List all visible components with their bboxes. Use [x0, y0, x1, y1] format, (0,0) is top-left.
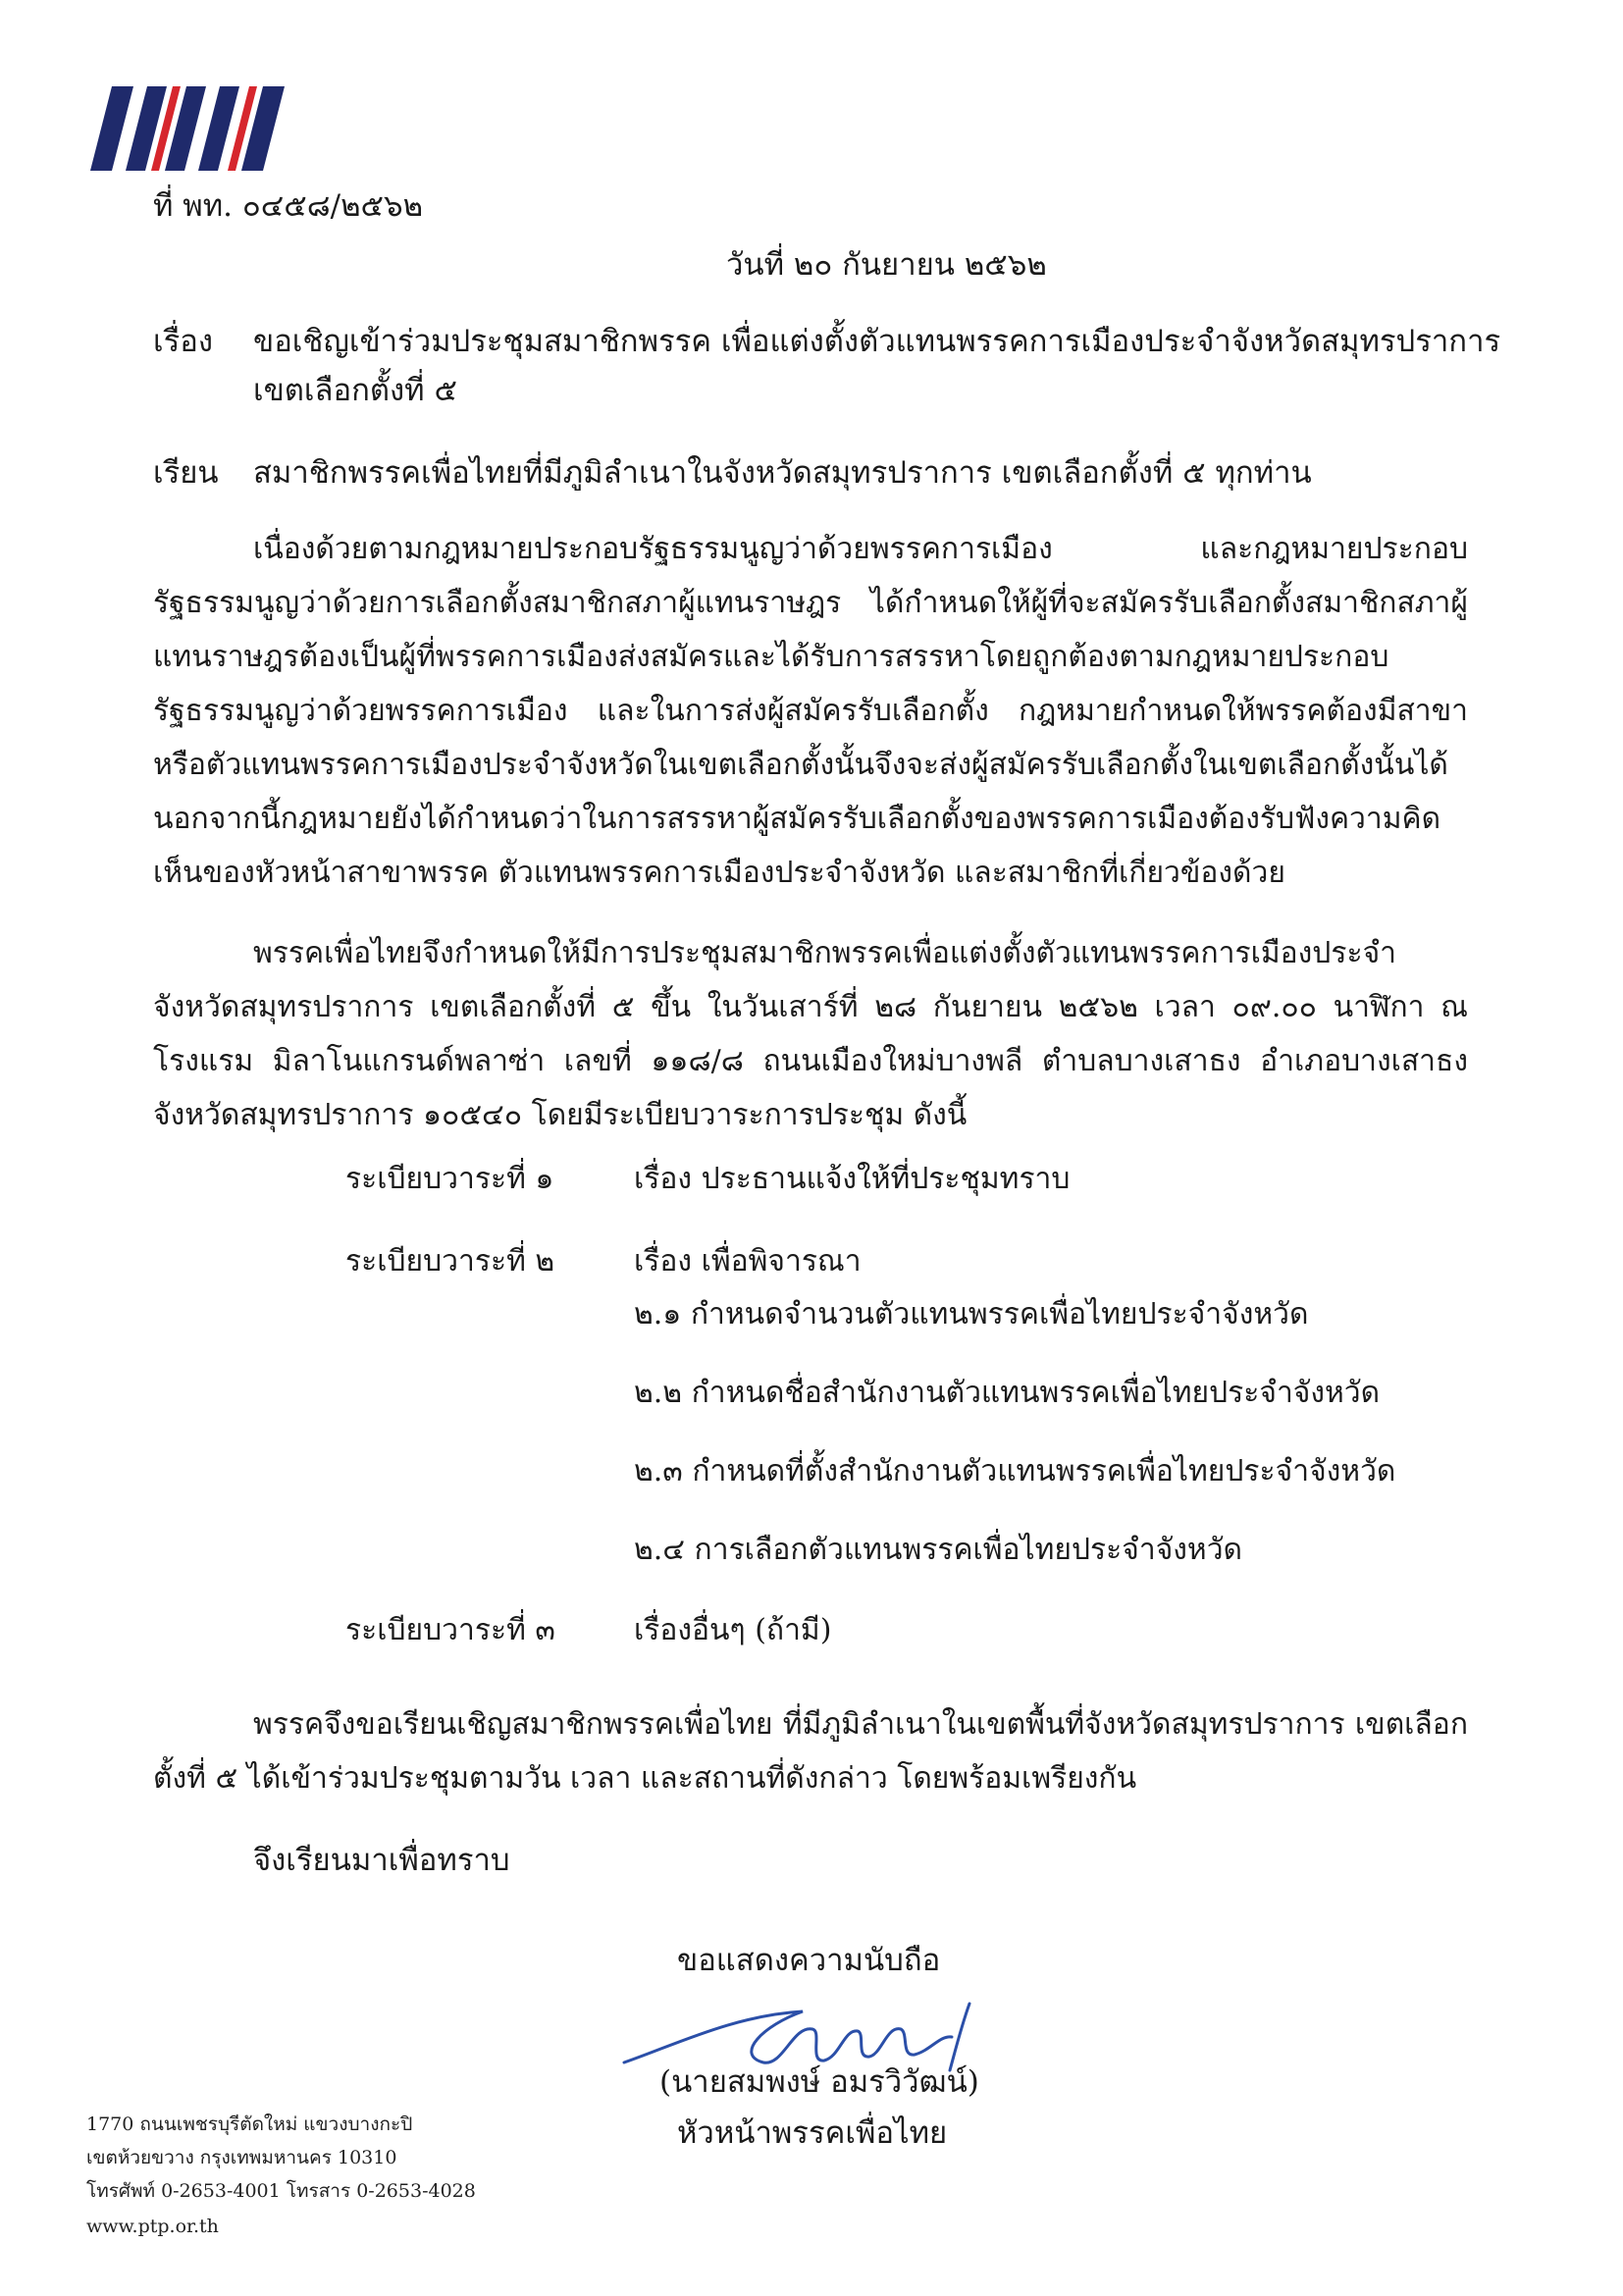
subject-line-2: เขตเลือกตั้งที่ ๕: [253, 373, 457, 408]
body-paragraph-3: [153, 1697, 1468, 1805]
body-paragraph-1-text: เนื่องด้วยตามกฎหมายประกอบรัฐธรรมนูญว่าด้วยพรรคการเมือง และกฎหมายประกอบรัฐธรรมนูญว่าด้วยการเลือกตั้งสมาชิกสภาผู้แทนราษฎร ได้กำหนดให้ผู้ที่จะสมัครรับเลือกตั้งสมาชิกสภาผู้แทนราษฎรต้องเป็นผู้ที่พรรคการเมืองส่งสมัครและได้รับการสรรหาโดยถูกต้องตามกฎหมายประกอบรัฐธรรมนูญว่าด้วยพรรคการเมือง และในการส่งผู้สมัครรับเลือกตั้ง กฎหมายกำหนดให้พรรคต้องมีสาขาหรือตัวแทนพรรคการเมืองประจำจังหวัดในเขตเลือกตั้งนั้นจึงจะส่งผู้สมัครรับเลือกตั้งในเขตเลือกตั้งนั้นได้ นอกจากนี้กฎหมายยังได้กำหนดว่าในการสรรหาผู้สมัครรับเลือกตั้งของพรรคการเมืองต้องรับฟังความคิดเห็นของหัวหน้าสาขาพรรค ตัวแทนพรรคการเมืองประจำจังหวัด และสมาชิกที่เกี่ยวข้องด้วย: [153, 532, 1468, 890]
agenda-item-3-text: เรื่องอื่นๆ (ถ้ามี): [634, 1613, 832, 1647]
body-paragraph-3-text: พรรคจึงขอเรียนเชิญสมาชิกพรรคเพื่อไทย ที่มีภูมิลำเนาในเขตพื้นที่จังหวัดสมุทรปราการ เขตเลือกตั้งที่ ๕ ได้เข้าร่วมประชุมตามวัน เวลา และสถานที่ดังกล่าว โดยพร้อมเพรียงกัน: [153, 1707, 1468, 1796]
body-paragraph-2: [153, 926, 1468, 1142]
agenda-subitem-2-3: ๒.๓ กำหนดที่ตั้งสำนักงานตัวแทนพรรคเพื่อไทยประจำจังหวัด: [634, 1454, 1396, 1488]
recipient-text: สมาชิกพรรคเพื่อไทยที่มีภูมิลำเนาในจังหวัดสมุทรปราการ เขตเลือกตั้งที่ ๕ ทุกท่าน: [253, 455, 1312, 491]
footer-address-line-1: 1770 ถนนเพชรบุรีตัดใหม่ แขวงบางกะปิ: [86, 2113, 413, 2135]
footer-website: www.ptp.or.th: [86, 2216, 219, 2237]
agenda-item-2-label: ระเบียบวาระที่ ๒: [345, 1244, 555, 1278]
agenda-item-1-text: เรื่อง ประธานแจ้งให้ที่ประชุมทราบ: [634, 1162, 1071, 1196]
agenda-item-3-label: ระเบียบวาระที่ ๓: [345, 1613, 555, 1647]
subject-label: เรื่อง: [153, 324, 214, 359]
closing-line: จึงเรียนมาเพื่อทราบ: [253, 1843, 510, 1878]
footer-phone: โทรศัพท์ 0-2653-4001 โทรสาร 0-2653-4028: [86, 2180, 476, 2202]
agenda-item-2-text: เรื่อง เพื่อพิจารณา: [634, 1244, 862, 1278]
body-paragraph-2-text: พรรคเพื่อไทยจึงกำหนดให้มีการประชุมสมาชิกพรรคเพื่อแต่งตั้งตัวแทนพรรคการเมืองประจำจังหวัดสมุทรปราการ เขตเลือกตั้งที่ ๕ ขึ้น ในวันเสาร์ที่ ๒๘ กันยายน ๒๕๖๒ เวลา ๐๙.๐๐ นาฬิกา ณ โรงแรม มิลาโนแกรนด์พลาซ่า เลขที่ ๑๑๘/๘ ถนนเมืองใหม่บางพลี ตำบลบางเสาธง อำเภอบางเสาธง จังหวัดสมุทรปราการ ๑๐๕๔๐ โดยมีระเบียบวาระการประชุม ดังนี้: [153, 936, 1468, 1132]
signatory-position: หัวหน้าพรรคเพื่อไทย: [677, 2115, 948, 2151]
logo-stroke-1: [90, 86, 133, 171]
agenda-subitem-2-4: ๒.๔ การเลือกตัวแทนพรรคเพื่อไทยประจำจังหวัด: [634, 1533, 1243, 1567]
body-paragraph-1: [153, 522, 1468, 900]
document-number: ที่ พท. ๐๔๕๘/๒๕๖๒: [153, 188, 424, 224]
regards-text: ขอแสดงความนับถือ: [677, 1943, 941, 1978]
recipient-label: เรียน: [153, 455, 219, 491]
agenda-item-1-label: ระเบียบวาระที่ ๑: [345, 1162, 554, 1196]
party-logo: [82, 77, 294, 175]
agenda-subitem-2-1: ๒.๑ กำหนดจำนวนตัวแทนพรรคเพื่อไทยประจำจังหวัด: [634, 1297, 1309, 1331]
agenda-subitem-2-2: ๒.๒ กำหนดชื่อสำนักงานตัวแทนพรรคเพื่อไทยประจำจังหวัด: [634, 1376, 1381, 1410]
footer-address-line-2: เขตห้วยขวาง กรุงเทพมหานคร 10310: [86, 2147, 397, 2168]
subject-line-1: ขอเชิญเข้าร่วมประชุมสมาชิกพรรค เพื่อแต่งตั้งตัวแทนพรรคการเมืองประจำจังหวัดสมุทรปราการ: [253, 324, 1501, 359]
signatory-name: (นายสมพงษ์ อมรวิวัฒน์): [659, 2064, 979, 2100]
signature-stroke: [624, 2011, 952, 2062]
letter-date: วันที่ ๒๐ กันยายน ๒๕๖๒: [726, 247, 1047, 283]
